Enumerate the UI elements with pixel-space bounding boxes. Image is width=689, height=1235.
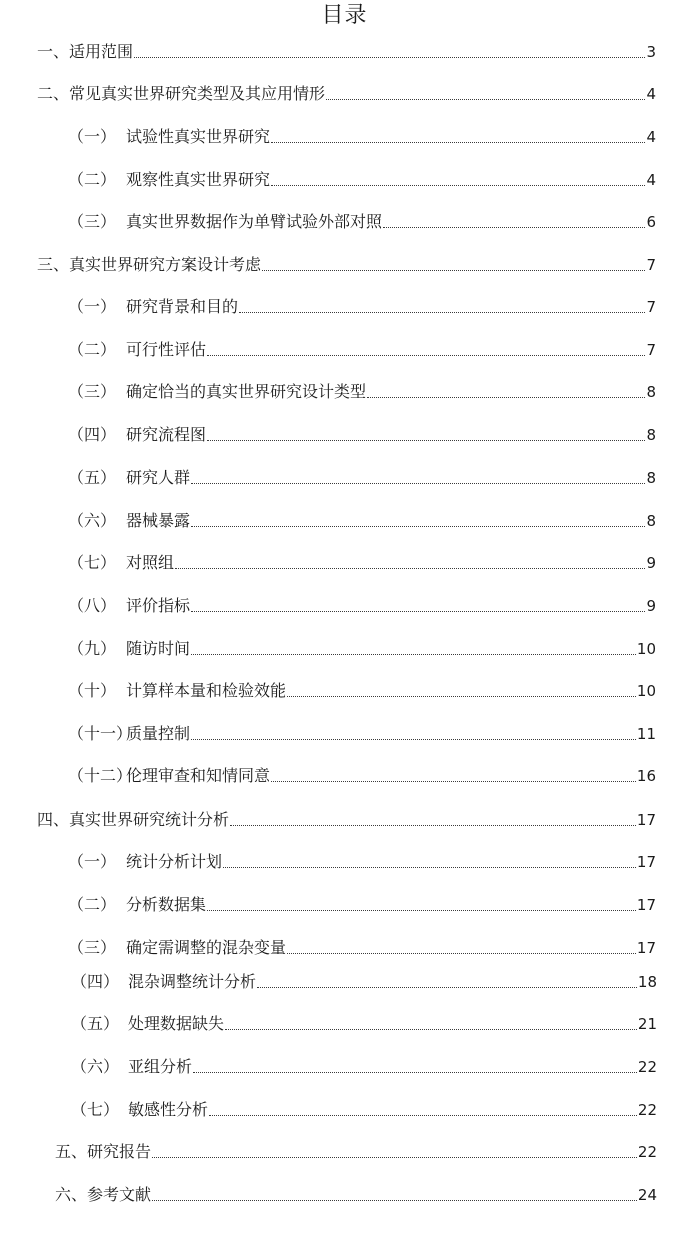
toc-entry-text: 确定恰当的真实世界研究设计类型 [126,382,367,401]
toc-leader [152,1157,637,1158]
toc-page-number: 17 [636,811,656,829]
toc-leader [225,1029,637,1030]
toc-entry-text: 随访时间 [126,639,191,658]
toc-entry-text: 可行性评估 [126,340,207,359]
toc-entry-text: 二、常见真实世界研究类型及其应用情形 [37,84,326,103]
toc-entry-text: 四、真实世界研究统计分析 [37,810,230,829]
toc-entry[interactable] [37,810,656,830]
toc-entry-text: 一、适用范围 [37,42,134,61]
toc-entry-number: （九） [68,639,117,658]
toc-leader [383,227,645,228]
toc-page-number: 17 [636,896,656,914]
toc-leader [191,611,645,612]
toc-entry-number: （七） [71,1100,120,1119]
toc-entry-text: 五、研究报告 [55,1142,152,1161]
toc-leader [191,739,636,740]
toc-leader [239,312,645,313]
toc-page-number: 17 [636,939,656,957]
toc-leader [209,1115,637,1116]
toc-entry-number: （二） [68,170,117,189]
toc-entry-text: 统计分析计划 [126,852,223,871]
toc-leader [175,568,645,569]
toc-page-number: 17 [636,853,656,871]
toc-entry[interactable] [71,1014,657,1034]
toc-entry-number: （十） [68,681,117,700]
toc-leader [271,185,645,186]
toc-entry[interactable] [71,1100,657,1120]
toc-entry[interactable] [68,382,656,402]
toc-entry[interactable] [68,766,656,786]
toc-entry-number: （五） [71,1014,120,1033]
toc-entry-text: 质量控制 [126,724,191,743]
toc-entry-text: 敏感性分析 [128,1100,209,1119]
toc-entry-number: （六） [71,1057,120,1076]
toc-leader [191,526,645,527]
toc-entry-number: （一） [68,297,117,316]
toc-entry-text: 亚组分析 [128,1057,193,1076]
toc-entry[interactable] [55,1142,657,1162]
toc-entry-number: （七） [68,553,117,572]
toc-entry-text: 计算样本量和检验效能 [126,681,287,700]
toc-entry[interactable] [68,852,656,872]
toc-entry[interactable] [68,297,656,317]
toc-entry[interactable] [37,255,656,275]
toc-entry[interactable] [68,511,656,531]
toc-entry-number: （一） [68,852,117,871]
toc-entry-number: （八） [68,596,117,615]
toc-leader [271,781,636,782]
toc-entry-text: 研究背景和目的 [126,297,239,316]
toc-entry[interactable] [68,425,656,445]
toc-entry[interactable] [68,681,656,701]
toc-leader [207,355,645,356]
toc-leader [223,867,636,868]
toc-entry-text: 试验性真实世界研究 [126,127,271,146]
toc-entry-text: 伦理审查和知情同意 [126,766,271,785]
toc-entry-number: （六） [68,511,117,530]
toc-entry[interactable] [37,42,656,62]
toc-entry-number: （十一） [68,724,133,743]
toc-page-number: 8 [646,426,656,444]
toc-entry-number: （四） [71,972,120,991]
page-title: 目录 [321,3,368,28]
toc-leader [326,99,645,100]
toc-page-number: 9 [646,554,656,572]
toc-page-number: 4 [646,171,656,189]
toc-page-number: 9 [646,597,656,615]
toc-entry-text: 研究流程图 [126,425,207,444]
toc-entry-number: （十二） [68,766,133,785]
toc-page-number: 22 [637,1101,657,1119]
toc-page-number: 3 [646,43,656,61]
toc-leader [287,696,636,697]
toc-entry-text: 对照组 [126,553,175,572]
toc-leader [191,483,645,484]
toc-entry[interactable] [68,127,656,147]
toc-entry-text: 混杂调整统计分析 [128,972,257,991]
toc-leader [193,1072,637,1073]
toc-page-number: 18 [637,973,657,991]
toc-page-number: 16 [636,767,656,785]
toc-leader [152,1200,637,1201]
toc-leader [134,57,645,58]
toc-entry[interactable] [68,938,656,958]
toc-leader [230,825,636,826]
toc-leader [207,910,636,911]
toc-entry-number: （三） [68,212,117,231]
toc-entry[interactable] [37,84,656,104]
toc-entry-number: （四） [68,425,117,444]
toc-leader [262,270,645,271]
toc-entry-number: （三） [68,938,117,957]
toc-page-number: 21 [637,1015,657,1033]
toc-entry[interactable] [68,596,656,616]
toc-leader [257,987,637,988]
toc-entry-text: 分析数据集 [126,895,207,914]
toc-entry[interactable] [68,724,656,744]
toc-entry-text: 观察性真实世界研究 [126,170,271,189]
toc-page-number: 24 [637,1186,657,1204]
toc-entry-number: （一） [68,127,117,146]
toc-leader [191,654,636,655]
toc-page-number: 7 [646,256,656,274]
toc-page-number: 22 [637,1058,657,1076]
toc-page-number: 8 [646,383,656,401]
toc-page-number: 10 [636,640,656,658]
toc-page-number: 10 [636,682,656,700]
toc-entry-text: 三、真实世界研究方案设计考虑 [37,255,262,274]
toc-page-number: 7 [646,298,656,316]
toc-leader [271,142,645,143]
toc-entry[interactable] [68,553,656,573]
toc-entry-number: （五） [68,468,117,487]
toc-entry-text: 真实世界数据作为单臂试验外部对照 [126,212,383,231]
toc-entry-number: （三） [68,382,117,401]
toc-entry-text: 六、参考文献 [55,1185,152,1204]
toc-entry-text: 研究人群 [126,468,191,487]
toc-entry[interactable] [71,1057,657,1077]
toc-page-number: 7 [646,341,656,359]
toc-page-number: 11 [636,725,656,743]
toc-entry[interactable] [68,639,656,659]
toc-entry-text: 器械暴露 [126,511,191,530]
toc-leader [207,440,645,441]
toc-leader [287,953,636,954]
toc-entry-text: 确定需调整的混杂变量 [126,938,287,957]
toc-entry-text: 处理数据缺失 [128,1014,225,1033]
toc-page-number: 4 [646,85,656,103]
toc-page-number: 8 [646,512,656,530]
toc-entry[interactable] [68,340,656,360]
toc-entry-number: （二） [68,340,117,359]
toc-entry-number: （二） [68,895,117,914]
toc-entry[interactable] [55,1185,657,1205]
toc-entry[interactable] [68,212,656,232]
toc-page-number: 4 [646,128,656,146]
toc-entry[interactable] [68,895,656,915]
toc-entry[interactable] [68,170,656,190]
toc-entry-text: 评价指标 [126,596,191,615]
toc-page-number: 22 [637,1143,657,1161]
toc-entry[interactable] [71,972,657,992]
toc-leader [367,397,645,398]
toc-page-number: 6 [646,213,656,231]
toc-page-number: 8 [646,469,656,487]
toc-entry[interactable] [68,468,656,488]
